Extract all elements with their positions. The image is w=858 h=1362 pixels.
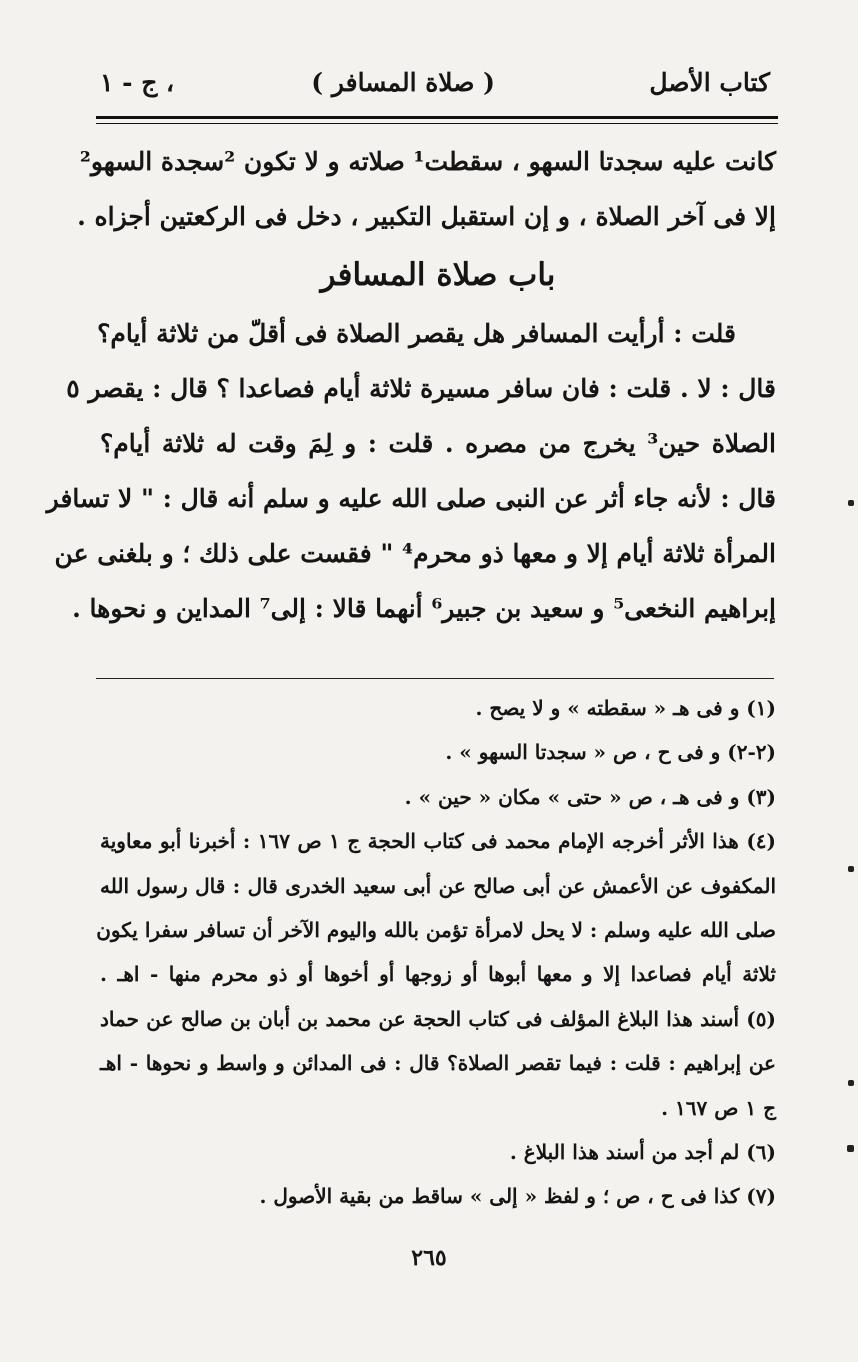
header-rule-thick (96, 116, 778, 119)
footnote-line: (١) و فى هـ « سقطته » و لا يصح . (475, 696, 776, 720)
footnote-line: (٥) أسند هذا البلاغ المؤلف فى كتاب الحجة عن محمد بن أبان بن صالح عن حماد (100, 1006, 776, 1031)
footnote-line: (٦) لم أجد من أسند هذا البلاغ . (509, 1139, 776, 1164)
text-line: إبراهيم النخعى⁵ و سعيد بن جبير⁶ أنهما قالا : إلى⁷ المداين و نحوها . (72, 594, 776, 623)
footnote-line: صلى الله عليه وسلم : لا يحل لامرأة تؤمن بالله واليوم الآخر أن تسافر سفرا يكون (96, 917, 776, 942)
text-line: إلا فى آخر الصلاة ، و إن استقبل التكبير ، دخل فى الركعتين أجزاه . (77, 202, 776, 231)
text-line: كانت عليه سجدتا السهو ، سقطت¹ صلاته و لا تكون ²سجدة السهو² (79, 147, 776, 176)
footnote-line: (٤) هذا الأثر أخرجه الإمام محمد فى كتاب الحجة ج ١ ص ١٦٧ : أخبرنا أبو معاوية (100, 829, 776, 854)
main-text (46, 134, 776, 636)
footnote-line: عن إبراهيم : قلت : فيما تقصر الصلاة؟ قال : فى المدائن و واسط و نحوها - اهـ (100, 1051, 776, 1076)
text-line: الصلاة حين³ يخرج من مصره . قلت : و لِمَ وقت له ثلاثة أيام؟ (100, 429, 776, 458)
footnotes (96, 686, 776, 1219)
text-line: قال : لا . قلت : فان سافر مسيرة ثلاثة أيام فصاعدا ؟ قال : يقصر ٥ (66, 374, 776, 403)
footnote-line: المكفوف عن الأعمش عن أبى صالح عن أبى سعيد الخدرى قال : قال رسول الله (100, 873, 776, 898)
chapter-title: ( صلاة المسافر ) (311, 68, 495, 97)
text-line: قلت : أرأيت المسافر هل يقصر الصلاة فى أقلّ من ثلاثة أيام؟ (97, 319, 736, 348)
scan-speck (848, 500, 854, 506)
book-title: كتاب الأصل (649, 68, 770, 97)
footnote-separator (96, 678, 774, 679)
header-rule-thin (96, 123, 778, 124)
footnote-line: (٢-٢) و فى ح ، ص « سجدتا السهو » . (445, 740, 776, 765)
footnote-line: (٣) و فى هـ ، ص « حتى » مكان « حين » . (404, 784, 776, 809)
footnote-line: (٧) كذا فى ح ، ص ؛ و لفظ « إلى » ساقط من بقية الأصول . (259, 1184, 776, 1209)
footnote-line: ثلاثة أيام فصاعدا إلا و معها أبوها أو زوجها أو أخوها أو ذو محرم منها - اهـ . (100, 962, 776, 987)
scan-speck (848, 1080, 854, 1086)
section-heading: باب صلاة المسافر (320, 257, 556, 293)
running-header (100, 64, 770, 112)
text-line: المرأة ثلاثة أيام إلا و معها ذو محرم⁴ " فقست على ذلك ؛ و بلغنى عن (54, 539, 776, 568)
page-number: ٢٦٥ (411, 1245, 447, 1271)
text-line: قال : لأنه جاء أثر عن النبى صلى الله عليه و سلم أنه قال : " لا تسافر (46, 484, 776, 513)
footnote-line: ج ١ ص ١٦٧ . (661, 1095, 776, 1120)
scan-speck (847, 1145, 854, 1152)
volume-number: ، ج - ١ (100, 68, 175, 97)
scan-speck (848, 866, 854, 872)
